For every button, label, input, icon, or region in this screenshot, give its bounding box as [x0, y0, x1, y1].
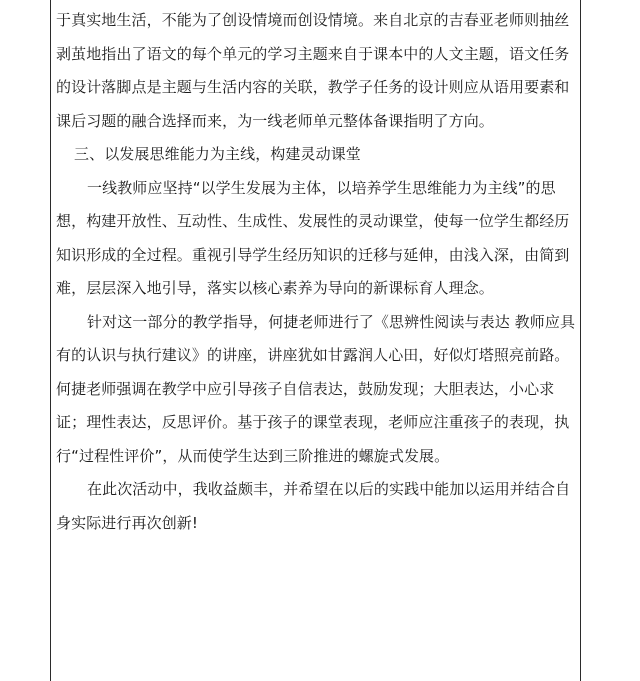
text-line: 有的认识与执行建议》的讲座，讲座犹如甘露润人心田，好似灯塔照亮前路。: [56, 346, 570, 364]
section-heading: 三、以发展思维能力为主线，构建灵动课堂: [74, 145, 361, 163]
text-line: 身实际进行再次创新!: [56, 513, 199, 532]
text-line: 难，层层深入地引导，落实以核心素养为导向的新课标育人理念。: [56, 279, 494, 297]
text-line: 课后习题的融合选择而来，为一线老师单元整体备课指明了方向。: [56, 111, 494, 130]
text-line: 何捷老师强调在教学中应引导孩子自信表达，鼓励发现；大胆表达，小心求: [56, 379, 555, 398]
text-line: 证；理性表达，反思评价。基于孩子的课堂表现，老师应注重孩子的表现，执: [56, 413, 570, 431]
text-line: 于真实地生活，不能为了创设情境而创设情境。来自北京的吉春亚老师则抽丝: [56, 11, 570, 29]
text-line: 行“过程性评价”，从而使学生达到三阶推进的螺旋式发展。: [56, 446, 450, 465]
text-line: 剥茧地指出了语文的每个单元的学习主题来自于课本中的人文主题，语文任务: [56, 44, 570, 63]
text-line: 知识形成的全过程。重视引导学生经历知识的迁移与延伸，由浅入深，由简到: [56, 245, 570, 264]
paragraph-start: 针对这一部分的教学指导，何捷老师进行了《思辨性阅读与表达 教师应具: [87, 312, 576, 331]
paragraph-start: 一线教师应坚持“以学生发展为主体，以培养学生思维能力为主线”的思: [87, 178, 556, 197]
paragraph-start: 在此次活动中，我收益颇丰，并希望在以后的实践中能加以运用并结合自: [87, 480, 571, 498]
document-body: [56, 4, 576, 540]
text-line: 想，构建开放性、互动性、生成性、发展性的灵动课堂，使每一位学生都经历: [56, 212, 570, 230]
text-line: 的设计落脚点是主题与生活内容的关联，教学子任务的设计则应从语用要素和: [56, 78, 570, 96]
